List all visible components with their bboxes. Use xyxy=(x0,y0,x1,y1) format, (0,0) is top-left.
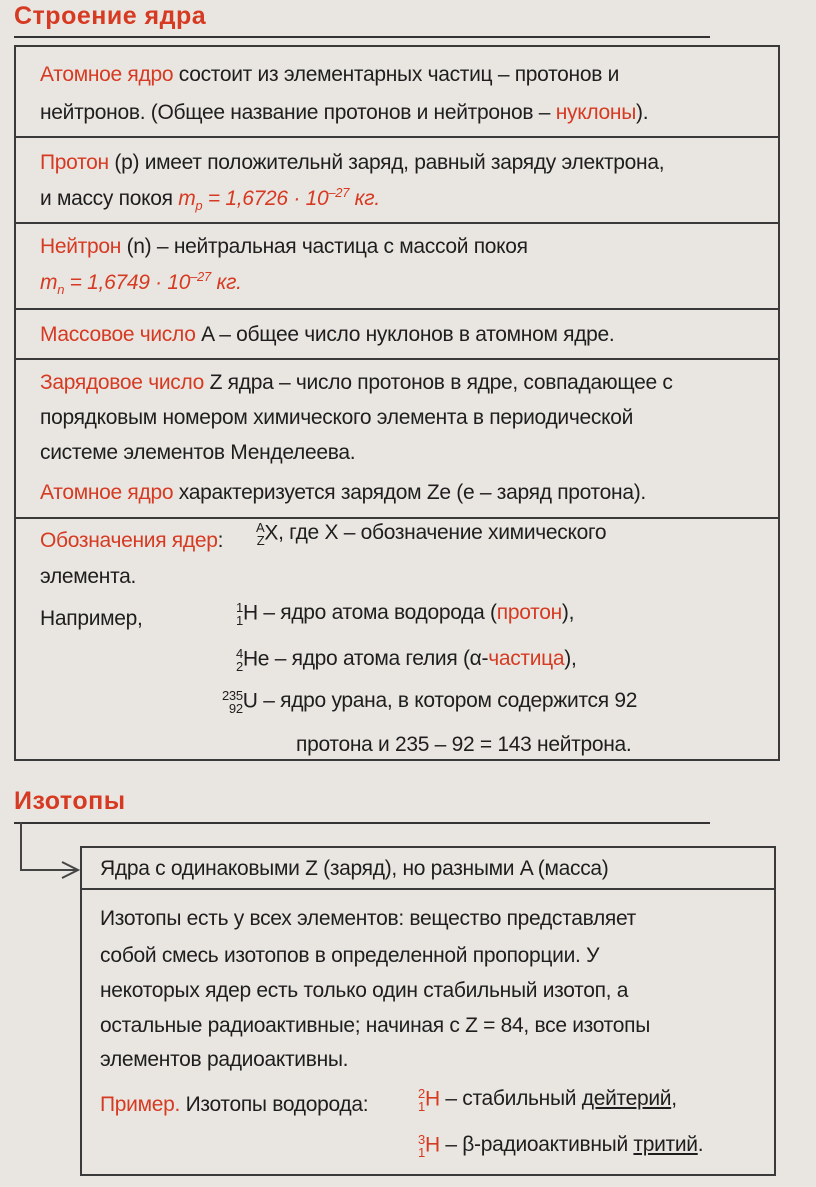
term-nucleons: нуклоны xyxy=(555,101,637,124)
charge-index: 1 xyxy=(418,1098,425,1114)
b4-text1: A – общее число нуклонов в атомном ядре. xyxy=(201,323,615,346)
he-end: ), xyxy=(564,647,577,670)
isotope-p4: остальные радиоактивные; начиная с Z = 84, все изотопы xyxy=(100,1014,651,1037)
proton-mass-formula xyxy=(178,185,380,214)
mass-index: A xyxy=(256,519,265,535)
nuclide-indices xyxy=(418,1087,425,1113)
isotope-example xyxy=(100,1092,368,1118)
b3-text1: (n) – нейтральная частица с массой покоя xyxy=(126,235,528,258)
isotopes-box xyxy=(80,846,776,1176)
tritium-line xyxy=(418,1132,703,1159)
t-end: . xyxy=(697,1133,704,1156)
term-charge-number: Зарядовое число xyxy=(40,371,205,394)
nuclide-t xyxy=(418,1132,440,1158)
mass-index: 3 xyxy=(418,1131,425,1147)
isotope-p2: собой смесь изотопов в определенной пропорции. У xyxy=(100,944,600,967)
f-unit: кг. xyxy=(210,271,242,294)
b5-line1 xyxy=(40,370,673,396)
mass-index: 1 xyxy=(236,599,243,615)
term-nucleus-notation: Обозначения ядер xyxy=(40,529,218,552)
charge-index: 92 xyxy=(228,700,243,716)
he-text: – ядро атома гелия (α- xyxy=(269,647,489,670)
mass-index: 2 xyxy=(418,1085,425,1101)
b1-text2-end: ). xyxy=(636,101,649,124)
charge-index: 2 xyxy=(236,658,243,674)
b2-text1: (p) имеет положительнй заряд, равный заряду электрона, xyxy=(114,151,665,174)
b5-line3: системе элементов Менделеева. xyxy=(40,441,356,464)
title-underline xyxy=(14,822,710,824)
nuclide-indices xyxy=(236,601,243,627)
tritium-name: тритий xyxy=(633,1133,698,1156)
b4-line1 xyxy=(40,322,614,348)
term-proton-2: протон xyxy=(496,601,562,624)
nuclide-indices xyxy=(222,689,243,715)
isotope-p5: элементов радиоактивны. xyxy=(100,1048,349,1071)
isotope-p1: Изотопы есть у всех элементов: вещество представляет xyxy=(100,907,636,930)
mass-index: 235 xyxy=(222,687,243,703)
b6-line2: элемента. xyxy=(40,565,137,588)
b6-text1: , где X – обозначение химического xyxy=(278,521,607,544)
helium-line xyxy=(236,646,577,673)
b5-text1: Z ядра – число протонов в ядре, совпадающее с xyxy=(209,371,673,394)
f-m: m xyxy=(178,187,196,210)
nuclide-indices xyxy=(236,647,243,673)
f-mid: = 1,6726 · 10 xyxy=(202,187,329,210)
term-atomic-nucleus-2: Атомное ядро xyxy=(40,481,174,504)
neutron-mass-formula xyxy=(40,269,242,298)
d-text: – стабильный xyxy=(439,1087,582,1110)
element-symbol: H xyxy=(242,601,258,625)
element-symbol: H xyxy=(424,1087,440,1111)
b5-text4: характеризуется зарядом Ze (e – заряд протона). xyxy=(178,481,646,504)
isotope-definition: Ядра с одинаковыми Z (заряд), но разными A (масса) xyxy=(100,857,609,880)
row-divider xyxy=(14,136,780,138)
row-divider xyxy=(14,222,780,224)
element-symbol: H xyxy=(424,1133,440,1157)
deuterium-line xyxy=(418,1086,677,1113)
nuclide-indices xyxy=(418,1133,425,1159)
nuclide-u xyxy=(222,688,258,714)
term-atomic-nucleus: Атомное ядро xyxy=(40,63,174,86)
charge-index: Z xyxy=(256,532,265,548)
row-divider xyxy=(14,308,780,310)
uranium-line xyxy=(222,688,637,715)
f-sub: n xyxy=(57,282,65,298)
b6-line1 xyxy=(40,528,223,554)
deuterium-name: дейтерий xyxy=(581,1087,672,1110)
row-divider xyxy=(14,517,780,519)
hydrogen-line xyxy=(236,600,574,627)
b1-line2 xyxy=(40,100,648,126)
f-mid: = 1,6749 · 10 xyxy=(64,271,191,294)
b3-line1 xyxy=(40,234,528,260)
mass-index: 4 xyxy=(236,645,243,661)
element-symbol: X xyxy=(264,521,279,545)
b2-line2 xyxy=(40,186,380,212)
f-unit: кг. xyxy=(349,187,380,210)
b1-text2: нейтронов. (Общее название протонов и нейтронов – xyxy=(40,101,551,124)
b5-line2: порядковым номером химического элемента в периодической xyxy=(40,406,634,429)
example-text: Изотопы водорода: xyxy=(185,1093,369,1116)
colon: : xyxy=(217,529,224,552)
f-exp: –27 xyxy=(190,269,211,284)
b2-text2: и массу покоя xyxy=(40,187,173,210)
element-symbol: U xyxy=(242,689,258,713)
charge-index: 1 xyxy=(236,612,243,628)
uranium-line2: протона и 235 – 92 = 143 нейтрона. xyxy=(296,733,632,756)
b1-line1 xyxy=(40,62,619,88)
nuclide-he xyxy=(236,646,269,672)
general-notation xyxy=(256,520,606,547)
example-label: Например, xyxy=(40,607,143,630)
element-symbol: He xyxy=(242,647,270,671)
term-mass-number: Массовое число xyxy=(40,323,196,346)
b3-line2 xyxy=(40,270,242,296)
example-label-2: Пример. xyxy=(100,1093,181,1116)
nuclide-d xyxy=(418,1086,440,1112)
u-text: – ядро урана, в котором содержится 92 xyxy=(257,689,638,712)
term-alpha-particle: частица xyxy=(488,647,565,670)
row-divider xyxy=(80,888,776,890)
charge-index: 1 xyxy=(418,1144,425,1160)
row-divider xyxy=(14,358,780,360)
isotope-p3: некоторых ядер есть только один стабильный изотоп, а xyxy=(100,979,629,1002)
b1-text1: состоит из элементарных частиц – протонов и xyxy=(178,63,620,86)
nuclide-h xyxy=(236,600,258,626)
d-end: , xyxy=(671,1087,677,1110)
f-sub: p xyxy=(195,198,203,214)
t-text: – β-радиоактивный xyxy=(439,1133,634,1156)
f-exp: –27 xyxy=(328,185,350,200)
nuclide-general xyxy=(256,520,278,546)
f-m: m xyxy=(40,271,58,294)
term-neutron: Нейтрон xyxy=(40,235,122,258)
term-proton: Протон xyxy=(40,151,109,174)
title-underline xyxy=(14,36,710,38)
section-title-isotopes: Изотопы xyxy=(14,787,126,815)
section-title-structure: Строение ядра xyxy=(14,2,207,30)
b5-line4 xyxy=(40,480,646,506)
b2-line1 xyxy=(40,150,664,176)
h-text: – ядро атома водорода ( xyxy=(257,601,497,624)
h-end: ), xyxy=(561,601,575,624)
